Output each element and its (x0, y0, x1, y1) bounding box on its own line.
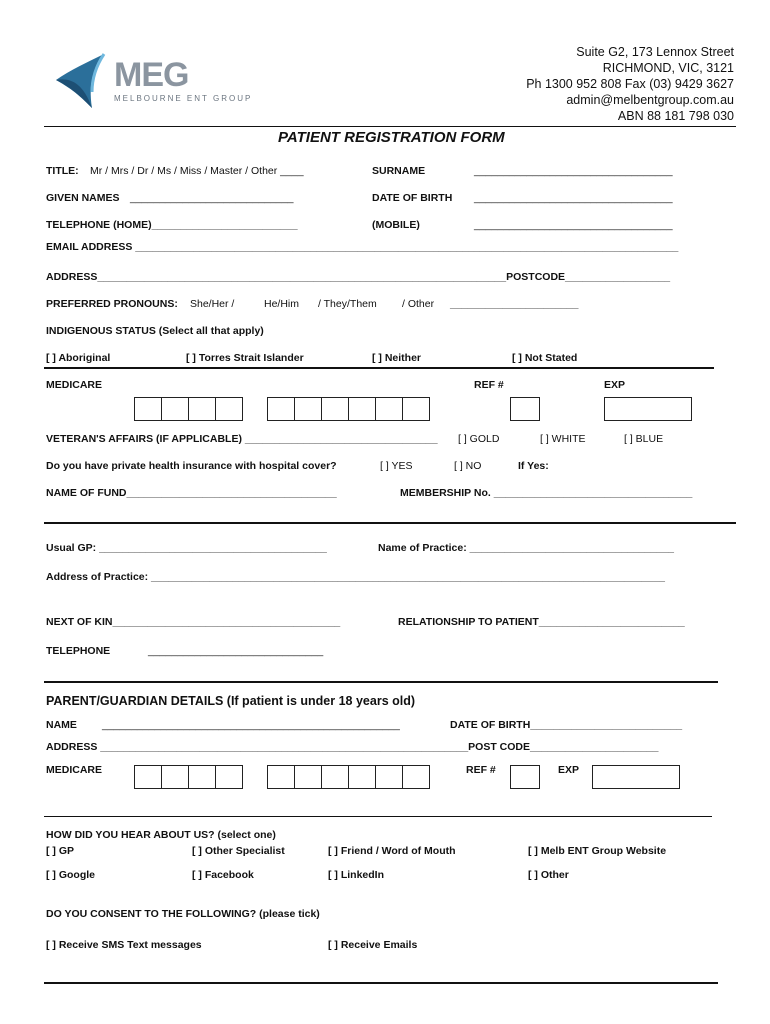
pronouns-label: PREFERRED PRONOUNS: (46, 298, 178, 310)
telephone-home-field[interactable]: TELEPHONE (HOME)_________________________ (46, 219, 298, 231)
practice-address-field[interactable]: Address of Practice: ________________________________________________________________________________________ (46, 571, 665, 583)
guardian-name-field[interactable]: ___________________________________________________ (102, 719, 400, 731)
guardian-medicare-digit-box[interactable] (188, 765, 216, 789)
hear-about-heading: HOW DID YOU HEAR ABOUT US? (select one) (46, 829, 276, 841)
medicare-digit-box[interactable] (294, 397, 322, 421)
guardian-medicare-label: MEDICARE (46, 764, 103, 776)
hear-option-google[interactable]: [ ] Google (46, 869, 95, 881)
guardian-medicare-digit-box[interactable] (402, 765, 430, 789)
guardian-heading: PARENT/GUARDIAN DETAILS (If patient is under 18 years old) (46, 694, 416, 708)
indigenous-option-torres[interactable]: [ ] Torres Strait Islander (186, 352, 304, 364)
dob-label: DATE OF BIRTH (372, 192, 453, 204)
guardian-ref-box[interactable] (510, 765, 540, 789)
insurance-no-option[interactable]: [ ] NO (454, 460, 482, 472)
fund-name-field[interactable]: NAME OF FUND____________________________________ (46, 487, 337, 499)
hear-option-linkedin[interactable]: [ ] LinkedIn (328, 869, 384, 881)
medicare-ref-box[interactable] (510, 397, 540, 421)
kin-telephone-label: TELEPHONE (46, 645, 111, 657)
veteran-option-gold[interactable]: [ ] GOLD (458, 433, 500, 445)
medicare-digit-box[interactable] (134, 397, 162, 421)
clinic-abn-line: ABN 88 181 798 030 (617, 109, 734, 123)
veteran-option-blue[interactable]: [ ] BLUE (624, 433, 664, 445)
relationship-field[interactable]: RELATIONSHIP TO PATIENT_________________________ (398, 616, 685, 628)
section-divider (44, 522, 736, 524)
surname-field[interactable]: __________________________________ (474, 165, 673, 177)
guardian-dob-field[interactable]: DATE OF BIRTH__________________________ (450, 719, 683, 731)
usual-gp-field[interactable]: Usual GP: _______________________________________ (46, 542, 327, 554)
header-divider (44, 126, 736, 127)
medicare-digit-box[interactable] (267, 397, 295, 421)
surname-label: SURNAME (372, 165, 426, 177)
kin-telephone-field[interactable]: ______________________________ (148, 645, 324, 657)
hear-option-specialist[interactable]: [ ] Other Specialist (192, 845, 285, 857)
insurance-yes-option[interactable]: [ ] YES (380, 460, 413, 472)
next-of-kin-field[interactable]: NEXT OF KIN_______________________________________ (46, 616, 341, 628)
indigenous-option-not-stated[interactable]: [ ] Not Stated (512, 352, 578, 364)
logo-subtitle: MELBOURNE ENT GROUP (114, 94, 253, 103)
consent-email-option[interactable]: [ ] Receive Emails (328, 939, 418, 951)
medicare-digit-box[interactable] (402, 397, 430, 421)
guardian-ref-label: REF # (466, 764, 496, 776)
insurance-question: Do you have private health insurance with hospital cover? (46, 460, 337, 472)
medicare-digit-box[interactable] (321, 397, 349, 421)
veteran-option-white[interactable]: [ ] WHITE (540, 433, 586, 445)
practice-name-field[interactable]: Name of Practice: ___________________________________ (378, 542, 675, 554)
guardian-exp-label: EXP (558, 764, 580, 776)
section-divider (44, 816, 712, 817)
clinic-address-line: RICHMOND, VIC, 3121 (602, 61, 734, 75)
guardian-medicare-digit-box[interactable] (321, 765, 349, 789)
email-field[interactable]: EMAIL ADDRESS _____________________________________________________________________________________________ (46, 241, 679, 253)
guardian-medicare-boxes-group-2[interactable] (267, 765, 429, 789)
form-title: PATIENT REGISTRATION FORM (278, 129, 505, 146)
footer-divider (44, 982, 718, 984)
guardian-medicare-digit-box[interactable] (134, 765, 162, 789)
consent-sms-option[interactable]: [ ] Receive SMS Text messages (46, 939, 202, 951)
brand-logo (48, 52, 258, 112)
clinic-email-line: admin@melbentgroup.com.au (566, 93, 734, 107)
guardian-medicare-digit-box[interactable] (215, 765, 243, 789)
medicare-digit-box[interactable] (375, 397, 403, 421)
medicare-label: MEDICARE (46, 379, 103, 391)
medicare-digit-box[interactable] (161, 397, 189, 421)
membership-field[interactable]: MEMBERSHIP No. __________________________________ (400, 487, 693, 499)
pronoun-option-he[interactable]: He/Him (264, 298, 300, 310)
guardian-medicare-digit-box[interactable] (294, 765, 322, 789)
indigenous-option-neither[interactable]: [ ] Neither (372, 352, 422, 364)
medicare-exp-box[interactable] (604, 397, 692, 421)
guardian-medicare-digit-box[interactable] (161, 765, 189, 789)
hear-option-gp[interactable]: [ ] GP (46, 845, 74, 857)
indigenous-label: INDIGENOUS STATUS (Select all that apply) (46, 325, 264, 337)
guardian-medicare-digit-box[interactable] (375, 765, 403, 789)
title-options[interactable]: Mr / Mrs / Dr / Ms / Miss / Master / Other ____ (90, 165, 304, 177)
section-divider (44, 681, 718, 683)
insurance-if-yes-label: If Yes: (518, 460, 549, 472)
medicare-digit-box[interactable] (348, 397, 376, 421)
pronoun-option-other[interactable]: / Other (402, 298, 435, 310)
hear-option-website[interactable]: [ ] Melb ENT Group Website (528, 845, 667, 857)
mobile-label: (MOBILE) (372, 219, 420, 231)
address-field[interactable]: ADDRESS______________________________________________________________________POSTCODE__________________ (46, 271, 671, 283)
dob-field[interactable]: __________________________________ (474, 192, 673, 204)
pronoun-option-they[interactable]: / They/Them (318, 298, 377, 310)
medicare-digit-box[interactable] (215, 397, 243, 421)
given-names-field[interactable]: ____________________________ (130, 192, 294, 204)
logo-text: MEG (114, 56, 189, 94)
hear-option-other[interactable]: [ ] Other (528, 869, 569, 881)
guardian-exp-box[interactable] (592, 765, 680, 789)
medicare-digit-box[interactable] (188, 397, 216, 421)
meg-logo-icon (48, 52, 108, 112)
pronoun-other-field[interactable]: ______________________ (450, 298, 579, 310)
clinic-phone-line: Ph 1300 952 808 Fax (03) 9429 3627 (526, 77, 734, 91)
medicare-boxes-group-1[interactable] (134, 397, 242, 421)
guardian-medicare-boxes-group-1[interactable] (134, 765, 242, 789)
exp-label: EXP (604, 379, 626, 391)
clinic-address-line: Suite G2, 173 Lennox Street (576, 45, 734, 59)
title-label: TITLE: (46, 165, 79, 177)
ref-label: REF # (474, 379, 504, 391)
pronoun-option-she[interactable]: She/Her / (190, 298, 235, 310)
hear-option-facebook[interactable]: [ ] Facebook (192, 869, 254, 881)
guardian-name-label: NAME (46, 719, 77, 731)
consent-heading: DO YOU CONSENT TO THE FOLLOWING? (please tick) (46, 908, 320, 920)
given-names-label: GIVEN NAMES (46, 192, 120, 204)
guardian-medicare-digit-box[interactable] (267, 765, 295, 789)
mobile-field[interactable]: __________________________________ (474, 219, 673, 231)
veteran-field[interactable]: VETERAN'S AFFAIRS (IF APPLICABLE) _________________________________ (46, 433, 438, 445)
medicare-boxes-group-2[interactable] (267, 397, 429, 421)
indigenous-option-aboriginal[interactable]: [ ] Aboriginal (46, 352, 111, 364)
guardian-medicare-digit-box[interactable] (348, 765, 376, 789)
section-divider (44, 367, 714, 369)
guardian-address-field[interactable]: ADDRESS _______________________________________________________________POST CODE______________________ (46, 741, 659, 753)
hear-option-friend[interactable]: [ ] Friend / Word of Mouth (328, 845, 456, 857)
